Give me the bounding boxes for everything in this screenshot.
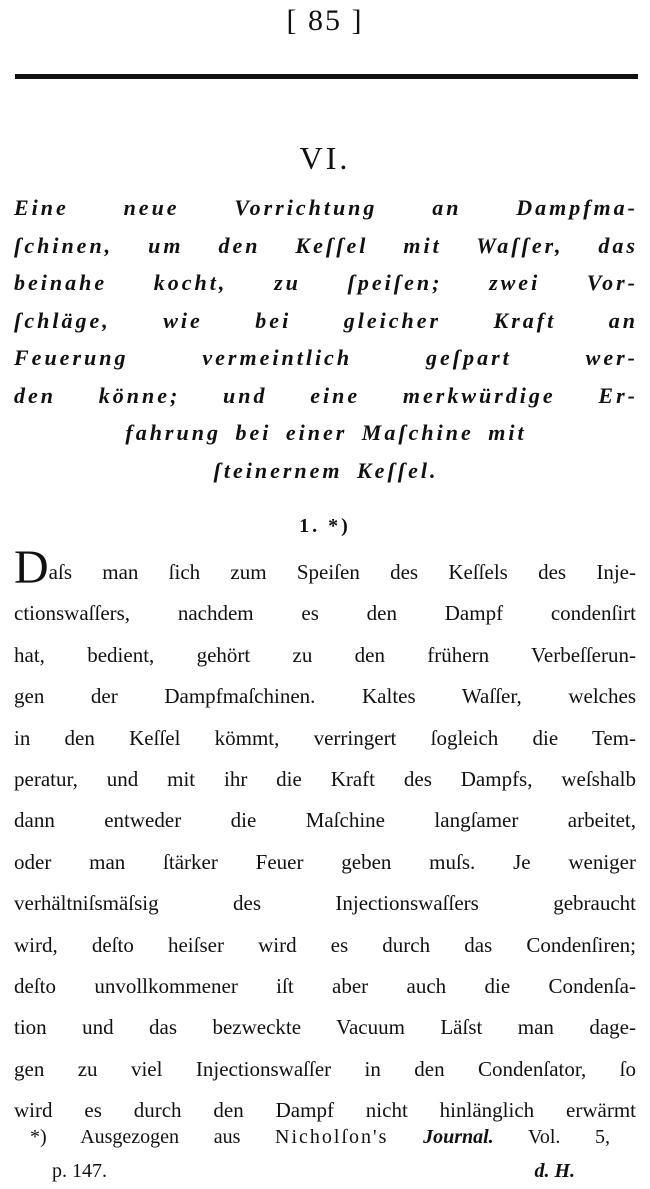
- body-line: ctionswaſſers, nachdem es den Dampf condenſirt: [14, 601, 636, 626]
- footnote-author: Nicholſon's: [275, 1126, 389, 1148]
- body-line: gen zu viel Injectionswaſſer in den Condenſator, ſo: [14, 1056, 636, 1081]
- body-line: dann entweder die Maſchine langſamer arbeitet,: [14, 808, 636, 833]
- drop-cap: D: [14, 541, 49, 594]
- section-subnote: 1. *): [299, 515, 351, 537]
- title-line: Feuerung vermeintlich geſpart wer-: [14, 345, 638, 370]
- body-line: peratur, und mit ihr die Kraft des Dampfs, weſshalb: [14, 766, 636, 791]
- body-line: oder man ſtärker Feuer geben muſs. Je weniger: [14, 849, 636, 874]
- body-line: wird es durch den Dampf nicht hinlänglich erwärmt: [14, 1098, 636, 1123]
- header-rule: [15, 74, 638, 79]
- body-line: wird, deſto heiſser wird es durch das Condenſiren;: [14, 932, 636, 957]
- title-line: den könne; und eine merkwürdige Er-: [14, 382, 638, 408]
- footnote-signature: d. H.: [534, 1160, 575, 1182]
- title-line: beinahe kocht, zu ſpeiſen; zwei Vor-: [14, 270, 638, 295]
- title-line: ſchläge, wie bei gleicher Kraft an: [14, 307, 638, 333]
- footnote-page: p. 147.: [52, 1160, 107, 1182]
- title-line: Eine neue Vorrichtung an Dampfma-: [14, 195, 638, 220]
- footnote: [30, 1120, 610, 1188]
- footnote-prefix: *) Ausgezogen aus: [30, 1126, 241, 1148]
- body-line: verhältniſsmäſsig des Injectionswaſſers gebraucht: [14, 891, 636, 916]
- footnote-volume: Vol. 5,: [527, 1126, 611, 1148]
- page-number: [ 85 ]: [286, 4, 364, 37]
- body-line: tion und das bezweckte Vacuum Läſst man dage-: [14, 1015, 636, 1040]
- article-title: [14, 189, 638, 489]
- body-line: gen der Dampfmaſchinen. Kaltes Waſſer, welches: [14, 684, 636, 709]
- body-line: hat, bedient, gehört zu den frühern Verbeſſerun-: [14, 642, 636, 667]
- section-number: VI.: [299, 140, 351, 176]
- footnote-journal: Journal.: [423, 1126, 494, 1148]
- footnote-line: [30, 1120, 610, 1154]
- title-line: ſteinernem Keſſel.: [213, 457, 439, 483]
- footnote-line: [30, 1154, 610, 1188]
- body-line: deſto unvollkommener iſt aber auch die Condenſa-: [14, 973, 636, 998]
- body-text: [14, 541, 636, 1131]
- title-line: fahrung bei einer Maſchine mit: [125, 420, 527, 445]
- title-line: ſchinen, um den Keſſel mit Waſſer, das: [14, 232, 638, 258]
- body-line-first: [14, 541, 636, 594]
- first-line-text: aſs man ſich zum Speiſen des Keſſels des Inje-: [48, 560, 636, 584]
- body-line: in den Keſſel kömmt, verringert ſogleich die Tem-: [14, 725, 636, 750]
